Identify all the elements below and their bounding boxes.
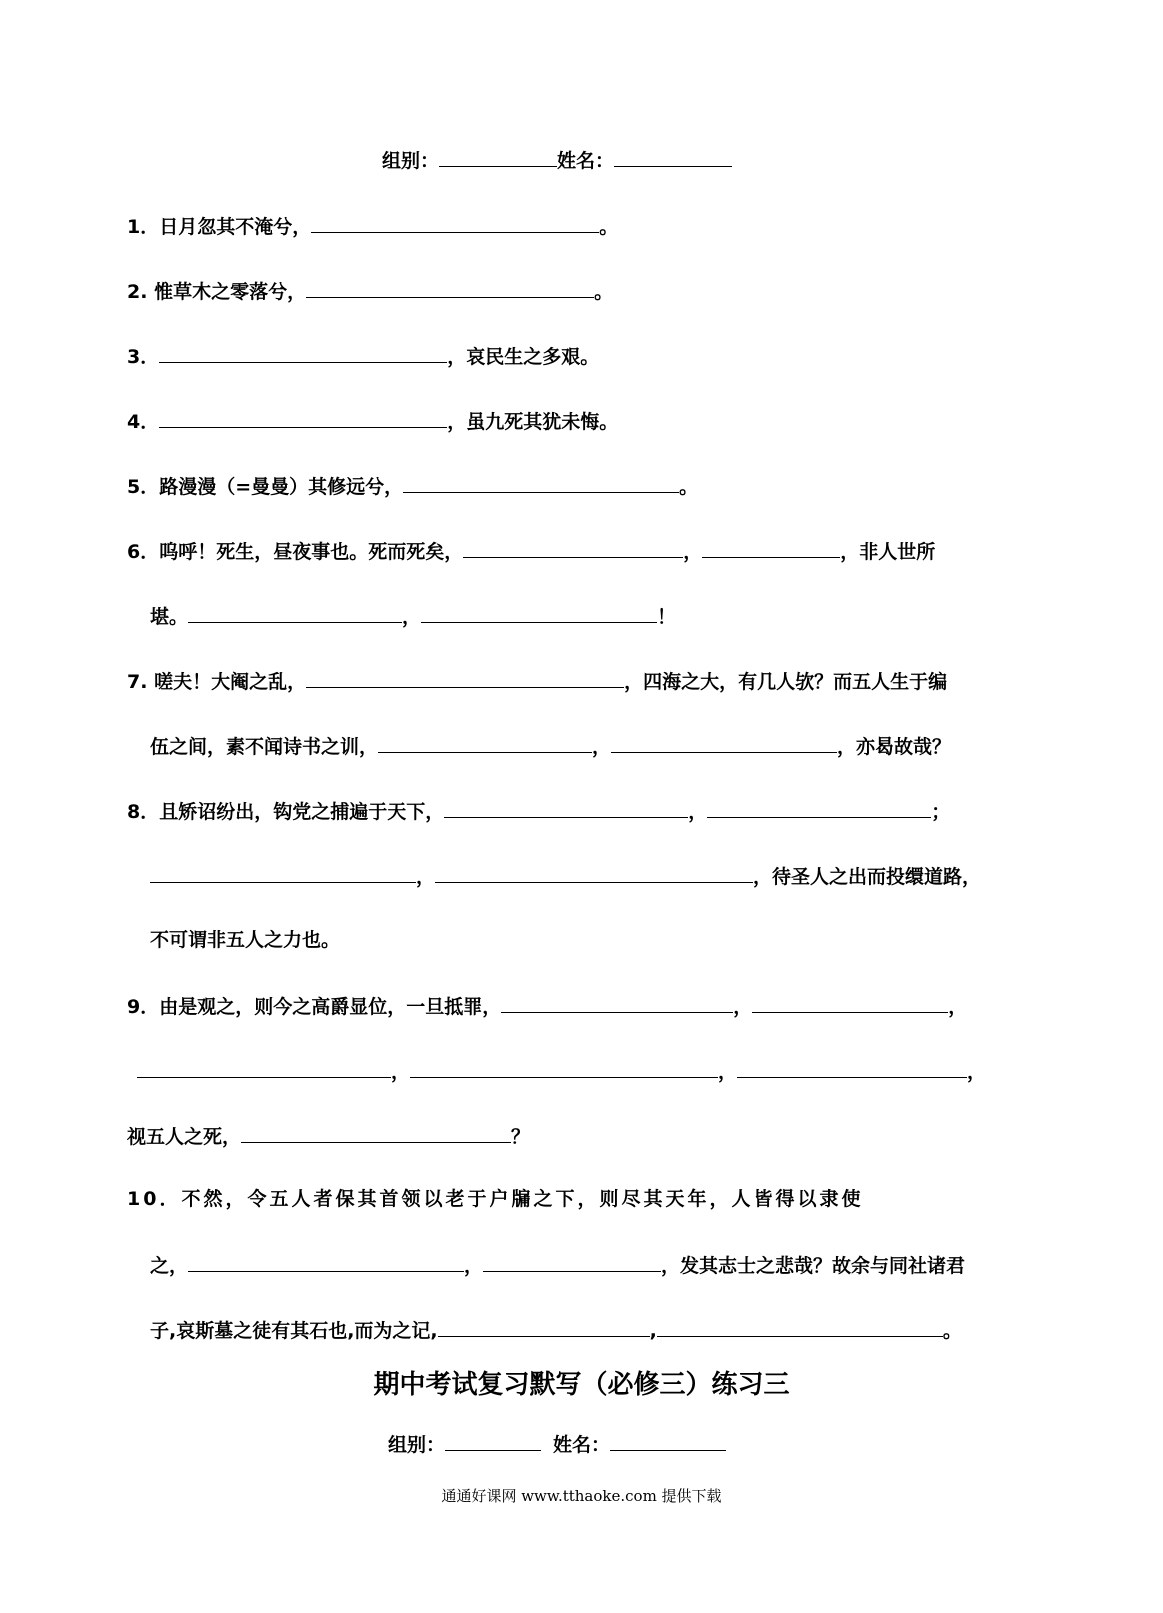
question-9-line-2 bbox=[137, 1057, 986, 1085]
answer-blank[interactable] bbox=[463, 537, 683, 558]
question-number: 3． bbox=[127, 346, 160, 368]
question-5 bbox=[127, 472, 698, 500]
name-label: 姓名： bbox=[557, 150, 615, 172]
question-text: , bbox=[649, 1320, 657, 1342]
question-text: 路漫漫（=曼曼）其修远兮， bbox=[159, 476, 404, 498]
answer-blank[interactable] bbox=[737, 1057, 967, 1078]
question-number: 6． bbox=[127, 541, 160, 563]
question-text: 子,哀斯墓之徒有其石也,而为之记, bbox=[150, 1320, 438, 1342]
question-number: 1． bbox=[127, 216, 160, 238]
answer-blank[interactable] bbox=[410, 1057, 718, 1078]
question-text: 。 bbox=[942, 1320, 962, 1342]
question-1 bbox=[127, 212, 618, 240]
question-2 bbox=[127, 277, 613, 305]
question-text: ？ bbox=[511, 1126, 531, 1148]
question-3 bbox=[127, 342, 599, 370]
answer-blank[interactable] bbox=[444, 797, 688, 818]
question-text: ， bbox=[688, 801, 708, 823]
group-label: 组别： bbox=[382, 150, 440, 172]
question-text: 。 bbox=[594, 281, 614, 303]
question-text: ，发其志士之悲哉？故余与同社诸君 bbox=[661, 1255, 966, 1277]
group-blank[interactable] bbox=[439, 146, 557, 167]
question-10-line-2 bbox=[150, 1251, 965, 1279]
header-row bbox=[382, 146, 732, 174]
question-text: 10．不然，令五人者保其首领以老于户牖之下，则尽其天年，人皆得以隶使 bbox=[127, 1188, 864, 1210]
question-8-line-3 bbox=[150, 927, 340, 953]
question-number: 9． bbox=[127, 996, 160, 1018]
question-6-line-2 bbox=[150, 602, 676, 630]
question-number: 5． bbox=[127, 476, 160, 498]
answer-blank[interactable] bbox=[501, 992, 733, 1013]
question-text: ，非人世所 bbox=[840, 541, 936, 563]
question-7-line-1 bbox=[127, 667, 947, 695]
answer-blank[interactable] bbox=[306, 277, 594, 298]
answer-blank[interactable] bbox=[421, 602, 657, 623]
question-text: ， bbox=[402, 606, 422, 628]
question-text: ， bbox=[464, 1255, 484, 1277]
footer-text: 通通好课网 www.tthaoke.com 提供下载 bbox=[441, 1487, 722, 1505]
answer-blank[interactable] bbox=[611, 732, 837, 753]
question-text: 。 bbox=[679, 476, 699, 498]
question-text: 之， bbox=[150, 1255, 189, 1277]
question-8-line-2 bbox=[150, 862, 981, 890]
question-10-line-3 bbox=[150, 1316, 962, 1344]
answer-blank[interactable] bbox=[306, 667, 624, 688]
question-8-line-1 bbox=[127, 797, 950, 825]
answer-blank[interactable] bbox=[311, 212, 599, 233]
question-9-line-3 bbox=[127, 1122, 530, 1150]
question-text: 由是观之，则今之高爵显位，一旦抵罪， bbox=[159, 996, 502, 1018]
answer-blank[interactable] bbox=[435, 862, 753, 883]
name-blank[interactable] bbox=[610, 1430, 726, 1451]
question-text: 日月忽其不淹兮， bbox=[159, 216, 312, 238]
question-text: ， bbox=[733, 996, 753, 1018]
question-text: 呜呼！死生，昼夜事也。死而死矣， bbox=[159, 541, 464, 563]
question-4 bbox=[127, 407, 618, 435]
question-text: ， bbox=[391, 1061, 411, 1083]
answer-blank[interactable] bbox=[188, 1251, 464, 1272]
question-number: 2. bbox=[127, 281, 155, 303]
question-7-line-2 bbox=[150, 732, 951, 760]
answer-blank[interactable] bbox=[483, 1251, 661, 1272]
question-text: 伍之间，素不闻诗书之训， bbox=[150, 736, 379, 758]
answer-blank[interactable] bbox=[188, 602, 402, 623]
question-text: ，虽九死其犹未悔。 bbox=[447, 411, 619, 433]
answer-blank[interactable] bbox=[150, 862, 416, 883]
answer-blank[interactable] bbox=[707, 797, 931, 818]
answer-blank[interactable] bbox=[378, 732, 592, 753]
group-blank[interactable] bbox=[445, 1430, 541, 1451]
question-text: ， bbox=[416, 866, 436, 888]
question-text: 堪。 bbox=[150, 606, 189, 628]
question-number: 8． bbox=[127, 801, 160, 823]
question-number: 7. bbox=[127, 671, 155, 693]
question-text: 不可谓非五人之力也。 bbox=[150, 929, 341, 951]
question-text: ，哀民生之多艰。 bbox=[447, 346, 600, 368]
question-10-line-1 bbox=[127, 1186, 863, 1212]
question-text: 且矫诏纷出，钩党之捕遍于天下， bbox=[159, 801, 445, 823]
question-text: ， bbox=[948, 996, 968, 1018]
answer-blank[interactable] bbox=[438, 1316, 650, 1337]
question-text: 嗟夫！大阉之乱， bbox=[154, 671, 307, 693]
answer-blank[interactable] bbox=[702, 537, 840, 558]
question-text: 。 bbox=[599, 216, 619, 238]
question-text: 视五人之死， bbox=[127, 1126, 242, 1148]
question-text: ， bbox=[718, 1061, 738, 1083]
answer-blank[interactable] bbox=[159, 342, 447, 363]
answer-blank[interactable] bbox=[403, 472, 679, 493]
question-9-line-1 bbox=[127, 992, 967, 1020]
question-text: ， bbox=[592, 736, 612, 758]
name-blank[interactable] bbox=[614, 146, 732, 167]
answer-blank[interactable] bbox=[241, 1122, 511, 1143]
name-label: 姓名： bbox=[553, 1434, 611, 1456]
question-text: ，四海之大，有几人欤？而五人生于编 bbox=[624, 671, 948, 693]
answer-blank[interactable] bbox=[752, 992, 948, 1013]
answer-blank[interactable] bbox=[159, 407, 447, 428]
footer-header-row bbox=[388, 1430, 726, 1458]
question-text: ； bbox=[931, 801, 951, 823]
section-title: 期中考试复习默写（必修三）练习三 bbox=[373, 1370, 790, 1400]
question-6-line-1 bbox=[127, 537, 935, 565]
question-text: ！ bbox=[657, 606, 677, 628]
question-text: ，待圣人之出而投缳道路， bbox=[753, 866, 982, 888]
answer-blank[interactable] bbox=[657, 1316, 943, 1337]
question-number: 4． bbox=[127, 411, 160, 433]
question-text: 惟草木之零落兮， bbox=[154, 281, 307, 303]
question-text: ，亦曷故哉？ bbox=[837, 736, 952, 758]
question-text: ， bbox=[683, 541, 703, 563]
answer-blank[interactable] bbox=[137, 1057, 391, 1078]
question-text: ， bbox=[967, 1061, 987, 1083]
group-label: 组别： bbox=[388, 1434, 446, 1456]
